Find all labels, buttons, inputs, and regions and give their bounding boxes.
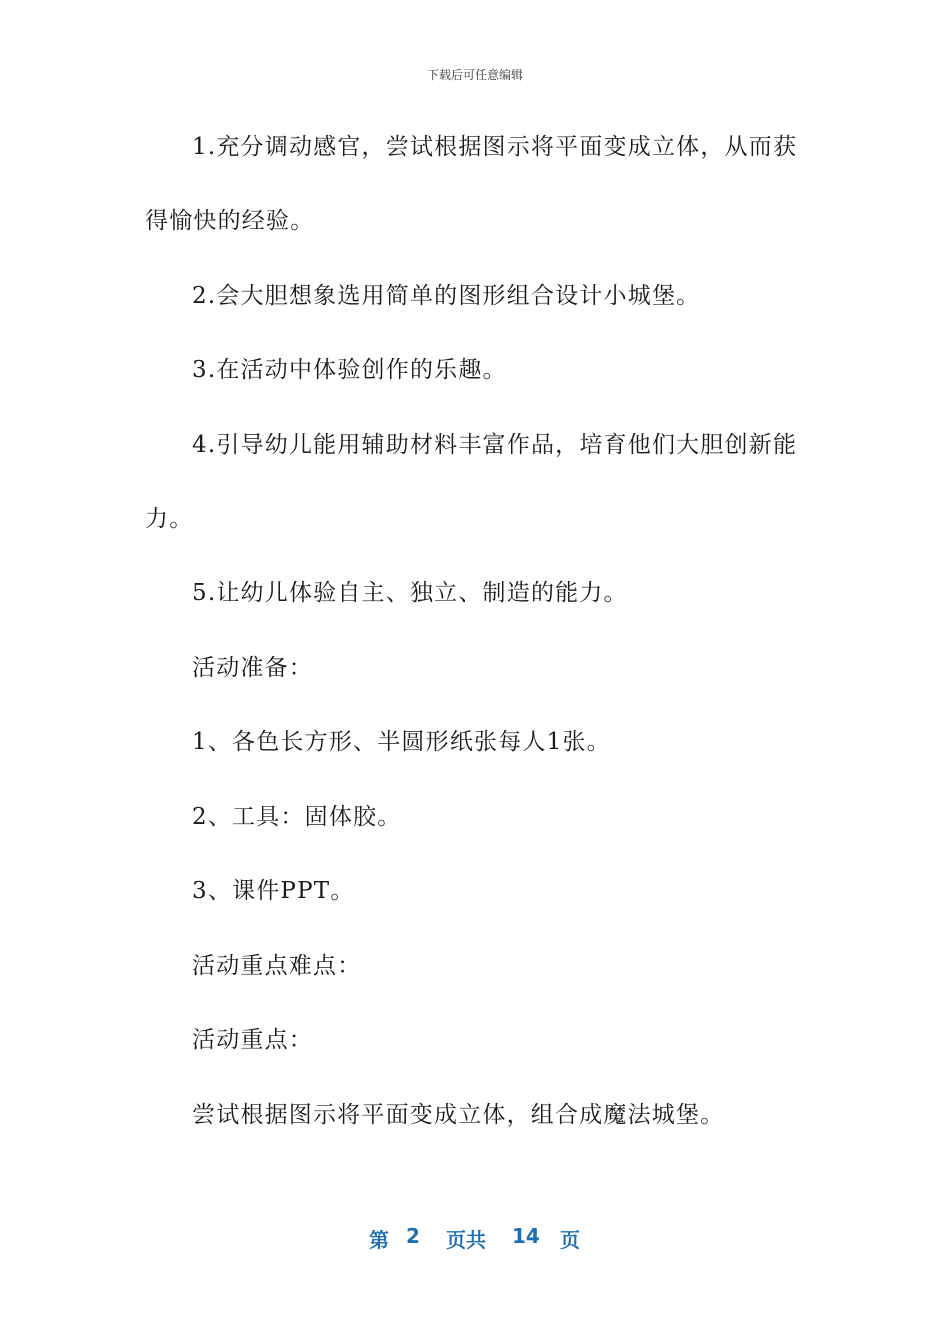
page-mid-text: 页共 <box>446 1228 486 1252</box>
paragraph-prep-2: 2、工具：固体胶。 <box>192 804 402 830</box>
paragraph-goal-5: 5.让幼儿体验自主、独立、制造的能力。 <box>192 580 628 606</box>
paragraph-prep-1: 1、各色长方形、半圆形纸张每人1张。 <box>192 729 611 755</box>
page-number-footer <box>0 1224 950 1254</box>
paragraph-goal-4: 4.引导幼儿能用辅助材料丰富作品，培育他们大胆创新能 <box>192 432 798 458</box>
page-total-number: 14 <box>512 1224 540 1248</box>
section-heading-preparation: 活动准备： <box>192 655 313 681</box>
section-heading-key-points: 活动重点： <box>192 1027 313 1053</box>
paragraph-goal-2: 2.会大胆想象选用简单的图形组合设计小城堡。 <box>192 283 701 309</box>
paragraph-goal-1-continued: 得愉快的经验。 <box>145 208 315 234</box>
page-suffix: 页 <box>560 1228 580 1252</box>
page-header-note: 下载后可任意编辑 <box>426 68 523 82</box>
page-prefix: 第 <box>369 1228 389 1252</box>
paragraph-goal-4-continued: 力。 <box>145 506 194 532</box>
page-current-number: 2 <box>406 1224 420 1248</box>
section-heading-key-difficult-points: 活动重点难点： <box>192 953 362 979</box>
paragraph-key-point: 尝试根据图示将平面变成立体，组合成魔法城堡。 <box>192 1102 725 1128</box>
paragraph-goal-1: 1.充分调动感官，尝试根据图示将平面变成立体，从而获 <box>192 134 798 160</box>
paragraph-goal-3: 3.在活动中体验创作的乐趣。 <box>192 357 507 383</box>
paragraph-prep-3: 3、课件PPT。 <box>192 878 355 904</box>
